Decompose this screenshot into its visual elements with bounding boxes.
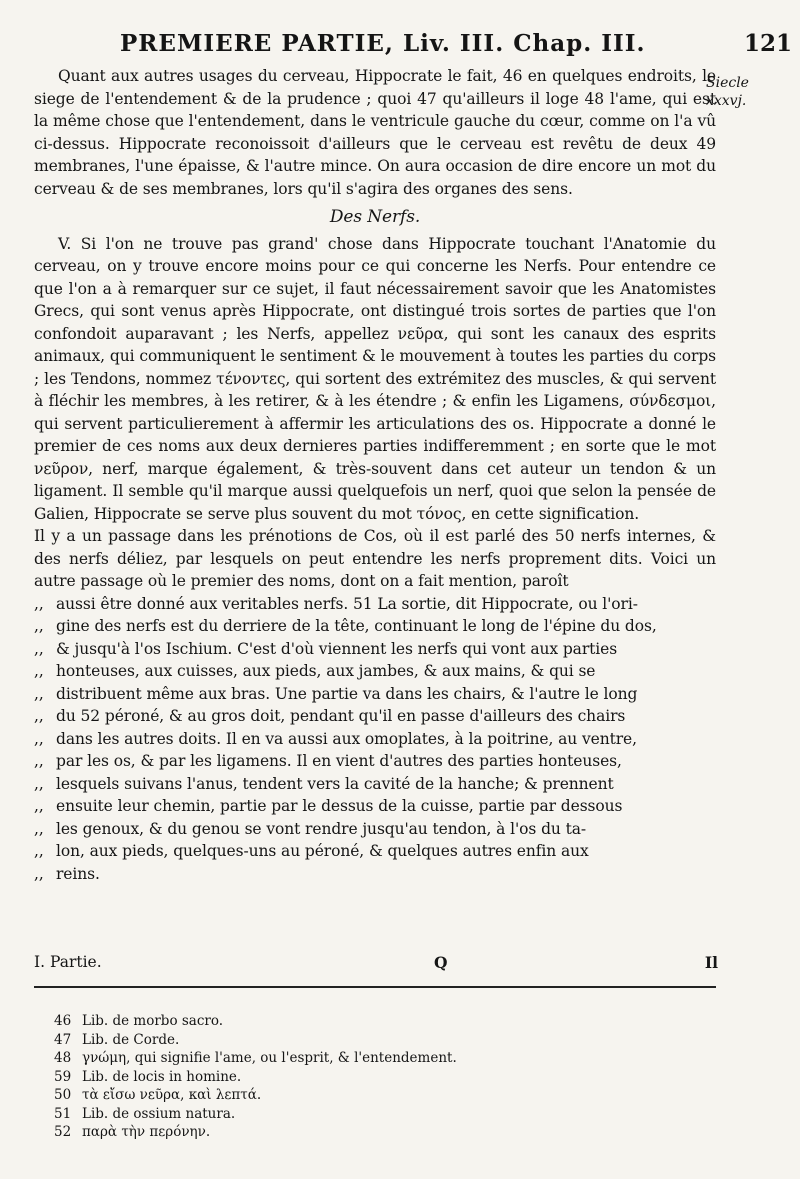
quote-line: ,, dans les autres doits. Il en va aussi aux omoplates, à la poitrine, au ventre, bbox=[34, 729, 637, 748]
quote-line: ,, gine des nerfs est du derriere de la tête, continuant le long de l'épine du dos, bbox=[34, 617, 657, 635]
main-text bbox=[34, 65, 716, 885]
footnote: 46 Lib. de morbo sacro. bbox=[54, 1013, 224, 1029]
footnote: 52 παρὰ τὴν περόνην. bbox=[54, 1124, 211, 1140]
running-header bbox=[30, 30, 792, 60]
quote-line: ,, les genoux, & du genou se vont rendre jusqu'au tendon, à l'os du ta- bbox=[34, 819, 587, 838]
quote-line: ,, ensuite leur chemin, partie par le dessus de la cuisse, partie par dessous bbox=[34, 797, 623, 815]
footnote: 47 Lib. de Corde. bbox=[54, 1031, 180, 1048]
quote-line: ,, distribuent même aux bras. Une partie va dans les chairs, & l'autre le long bbox=[34, 684, 638, 703]
quote-line: ,, & jusqu'à l'os Ischium. C'est d'où viennent les nerfs qui vont aux parties bbox=[34, 639, 618, 658]
quote-line: ,, lesquels suivans l'anus, tendent vers la cavité de la hanche; & prennent bbox=[34, 774, 614, 793]
page-footer bbox=[34, 953, 716, 977]
quote-line: ,, reins. bbox=[34, 864, 100, 883]
paragraph: Il y a un passage dans les prénotions de Cos, où il est parlé des 50 nerfs internes, & des nerfs déliez, par lesquels on peut entendre les nerfs proprement dits. Voici un autre passage où le premier des noms, dont on a fait mention, paroît bbox=[34, 527, 716, 590]
margin-note-line: xxxvj. bbox=[706, 93, 747, 109]
footnote: 48 γνώμη, qui signifie l'ame, ou l'esprit, & l'entendement. bbox=[54, 1050, 457, 1066]
section-heading: Des Nerfs. bbox=[329, 207, 421, 227]
margin-note-line: Siecle bbox=[706, 75, 749, 91]
quote-line: ,, honteuses, aux cuisses, aux pieds, aux jambes, & aux mains, & qui se bbox=[34, 662, 596, 680]
catchword: Il bbox=[704, 953, 718, 972]
footnotes bbox=[54, 1012, 654, 1142]
margin-note bbox=[706, 74, 786, 110]
page-number: 121 bbox=[743, 30, 792, 57]
quoted-passage bbox=[34, 593, 716, 886]
part-label: I. Partie. bbox=[34, 953, 102, 971]
paragraph: V. Si l'on ne trouve pas grand' chose dans Hippocrate touchant l'Anatomie du cerveau, on y trouve encore moins pour ce qui concerne les Nerfs. Pour entendre ce que l'on a à remarquer sur ce sujet, il faut nécessairement savoir que les Anatomistes Grecs, qui sont venus après Hippocrate, ont distingué trois sortes de parties que l'on confondoit auparavant ; les Nerfs, appellez νεῦρα, qui sont les canaux des esprits animaux, qui communiquent le sentiment & le mouvement à toutes les parties du corps ; les Tendons, nommez τένοντες, qui sortent des extrémitez des muscles, & qui servent à fléchir les membres, à les retirer, & à les étendre ; & enfin les Ligamens, σύνδεσμοι, qui servent particulierement à affermir les articulations des os. Hippocrate a donné le premier de ces noms aux deux dernieres parties indifferemment ; en sorte que le mot νεῦρον, nerf, marque également, & très-souvent dans cet auteur un tendon & un ligament. Il semble qu'il marque aussi quelquefois un nerf, quoi que selon la pensée de Galien, Hippocrate se serve plus souvent du mot τόνος, en cette signification. bbox=[34, 234, 716, 523]
paragraph: Quant aux autres usages du cerveau, Hippocrate le fait, 46 en quelques endroits, le siege de l'entendement & de la prudence ; quoi 47 qu'ailleurs il loge 48 l'ame, qui est la même chose que l'entendement, dans le ventricule gauche du cœur, comme on l'a vû ci-dessus. Hippocrate reconoissoit d'ailleurs que le cerveau est revêtu de deux 49 membranes, l'une épaisse, & l'autre mince. On aura occasion de dire encore un mot du cerveau & de ses membranes, lors qu'il s'agira des organes des sens. bbox=[34, 67, 716, 198]
footnote: 50 τὰ εἴσω νεῦρα, καὶ λεπτά. bbox=[54, 1087, 262, 1103]
footnote: 59 Lib. de locis in homine. bbox=[54, 1068, 242, 1085]
quote-line: ,, par les os, & par les ligamens. Il en vient d'autres des parties honteuses, bbox=[34, 752, 622, 770]
quote-line: ,, lon, aux pieds, quelques-uns au péroné, & quelques autres enfin aux bbox=[34, 842, 589, 860]
signature-mark: Q bbox=[434, 953, 448, 972]
quote-line: ,, aussi être donné aux veritables nerfs. 51 La sortie, dit Hippocrate, ou l'ori- bbox=[34, 594, 638, 613]
footnote-divider bbox=[34, 986, 716, 988]
quote-line: ,, du 52 péroné, & au gros doit, pendant qu'il en passe d'ailleurs des chairs bbox=[34, 707, 626, 725]
running-title: PREMIERE PARTIE, Liv. III. Chap. III. bbox=[120, 30, 646, 57]
footnote: 51 Lib. de ossium natura. bbox=[54, 1105, 236, 1122]
